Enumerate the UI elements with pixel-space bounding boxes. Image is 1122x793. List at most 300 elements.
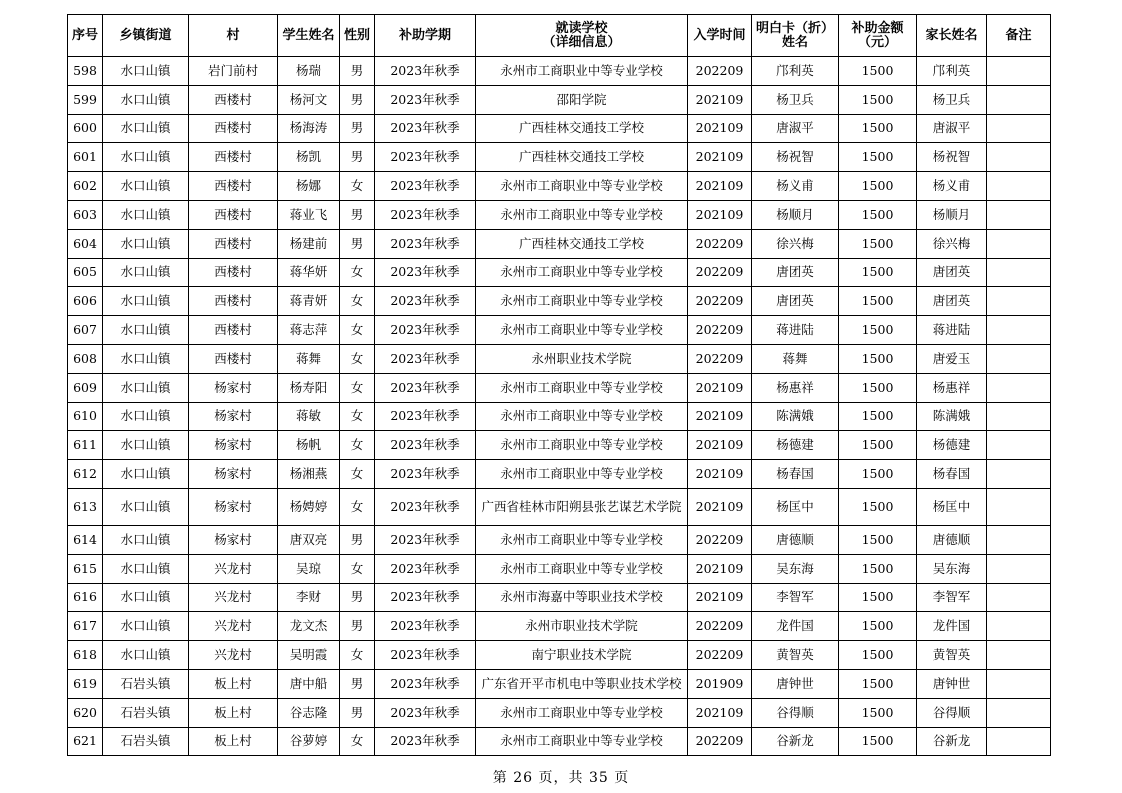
table-cell: 杨家村 xyxy=(189,488,278,525)
table-cell: 杨家村 xyxy=(189,460,278,489)
table-cell: 616 xyxy=(68,583,103,612)
table-cell xyxy=(987,258,1051,287)
table-cell xyxy=(987,57,1051,86)
table-cell: 水口山镇 xyxy=(103,488,189,525)
column-header: 村 xyxy=(189,15,278,57)
table-cell: 202109 xyxy=(688,431,752,460)
table-cell: 1500 xyxy=(839,698,917,727)
table-cell: 1500 xyxy=(839,57,917,86)
table-cell: 605 xyxy=(68,258,103,287)
table-cell: 兴龙村 xyxy=(189,641,278,670)
table-cell: 2023年秋季 xyxy=(375,727,476,756)
table-cell: 杨海涛 xyxy=(278,114,340,143)
table-cell: 202109 xyxy=(688,85,752,114)
table-cell: 1500 xyxy=(839,583,917,612)
table-cell: 陈满娥 xyxy=(917,402,987,431)
table-cell: 蒋敏 xyxy=(278,402,340,431)
table-cell: 杨祝智 xyxy=(917,143,987,172)
table-cell: 唐团英 xyxy=(752,258,839,287)
table-cell: 杨德建 xyxy=(917,431,987,460)
table-cell: 唐爱玉 xyxy=(917,344,987,373)
table-cell: 女 xyxy=(340,316,375,345)
table-cell: 唐淑平 xyxy=(752,114,839,143)
table-cell: 202109 xyxy=(688,488,752,525)
table-cell: 2023年秋季 xyxy=(375,287,476,316)
table-cell: 杨义甫 xyxy=(917,172,987,201)
table-cell: 601 xyxy=(68,143,103,172)
table-cell: 598 xyxy=(68,57,103,86)
subsidy-table xyxy=(67,14,1051,756)
table-cell: 2023年秋季 xyxy=(375,143,476,172)
table-cell: 黄智英 xyxy=(917,641,987,670)
table-cell: 617 xyxy=(68,612,103,641)
table-cell: 水口山镇 xyxy=(103,641,189,670)
table-cell: 谷萝婷 xyxy=(278,727,340,756)
table-cell: 杨建前 xyxy=(278,229,340,258)
table-cell: 606 xyxy=(68,287,103,316)
table-cell: 水口山镇 xyxy=(103,143,189,172)
table-cell: 202209 xyxy=(688,641,752,670)
table-cell: 兴龙村 xyxy=(189,612,278,641)
table-cell: 水口山镇 xyxy=(103,287,189,316)
table-cell: 杨帆 xyxy=(278,431,340,460)
table-cell: 1500 xyxy=(839,114,917,143)
table-cell: 永州市工商职业中等专业学校 xyxy=(476,258,688,287)
table-cell: 女 xyxy=(340,460,375,489)
table-cell: 杨匡中 xyxy=(917,488,987,525)
table-row xyxy=(68,172,1051,201)
table-cell: 广西桂林交通技工学校 xyxy=(476,143,688,172)
table-cell: 男 xyxy=(340,698,375,727)
table-cell: 杨顺月 xyxy=(752,200,839,229)
table-cell: 西楼村 xyxy=(189,85,278,114)
table-cell: 唐淑平 xyxy=(917,114,987,143)
table-cell: 水口山镇 xyxy=(103,583,189,612)
table-cell xyxy=(987,287,1051,316)
table-cell: 女 xyxy=(340,344,375,373)
table-cell: 杨娜 xyxy=(278,172,340,201)
table-cell: 杨卫兵 xyxy=(917,85,987,114)
table-cell: 水口山镇 xyxy=(103,229,189,258)
table-cell: 611 xyxy=(68,431,103,460)
table-cell: 谷新龙 xyxy=(752,727,839,756)
table-cell: 水口山镇 xyxy=(103,402,189,431)
table-cell: 永州市工商职业中等专业学校 xyxy=(476,172,688,201)
table-cell: 水口山镇 xyxy=(103,344,189,373)
table-row xyxy=(68,316,1051,345)
table-body xyxy=(68,57,1051,756)
table-row xyxy=(68,402,1051,431)
table-cell: 西楼村 xyxy=(189,344,278,373)
table-cell: 谷得顺 xyxy=(917,698,987,727)
table-cell: 杨卫兵 xyxy=(752,85,839,114)
table-cell: 2023年秋季 xyxy=(375,316,476,345)
table-header-row xyxy=(68,15,1051,57)
table-cell: 永州市工商职业中等专业学校 xyxy=(476,287,688,316)
table-cell xyxy=(987,143,1051,172)
table-cell: 男 xyxy=(340,143,375,172)
table-cell: 徐兴梅 xyxy=(917,229,987,258)
table-cell: 女 xyxy=(340,431,375,460)
table-cell: 1500 xyxy=(839,258,917,287)
table-cell: 杨凯 xyxy=(278,143,340,172)
table-cell: 邝利英 xyxy=(917,57,987,86)
table-cell: 蒋志萍 xyxy=(278,316,340,345)
table-cell: 黄智英 xyxy=(752,641,839,670)
table-cell: 永州市职业技术学院 xyxy=(476,612,688,641)
table-cell: 202209 xyxy=(688,287,752,316)
table-cell xyxy=(987,727,1051,756)
column-header: 性别 xyxy=(340,15,375,57)
table-cell: 女 xyxy=(340,402,375,431)
table-cell: 202109 xyxy=(688,402,752,431)
table-cell: 202209 xyxy=(688,258,752,287)
table-cell: 兴龙村 xyxy=(189,554,278,583)
table-cell: 621 xyxy=(68,727,103,756)
table-cell: 永州市工商职业中等专业学校 xyxy=(476,460,688,489)
table-cell: 龙文杰 xyxy=(278,612,340,641)
table-cell: 612 xyxy=(68,460,103,489)
table-cell: 唐团英 xyxy=(917,258,987,287)
table-cell: 604 xyxy=(68,229,103,258)
cell-text: 广东省开平市机电中等职业技术学校 xyxy=(481,676,682,691)
table-cell: 板上村 xyxy=(189,669,278,698)
table-cell xyxy=(987,114,1051,143)
table-cell: 男 xyxy=(340,669,375,698)
table-cell: 水口山镇 xyxy=(103,85,189,114)
table-cell: 202209 xyxy=(688,316,752,345)
table-cell: 杨春国 xyxy=(752,460,839,489)
table-cell: 唐双亮 xyxy=(278,525,340,554)
table-cell: 杨家村 xyxy=(189,525,278,554)
table-cell: 永州市工商职业中等专业学校 xyxy=(476,316,688,345)
table-cell: 202109 xyxy=(688,172,752,201)
table-cell: 202109 xyxy=(688,373,752,402)
table-cell xyxy=(987,431,1051,460)
table-cell: 龙件国 xyxy=(917,612,987,641)
table-cell: 602 xyxy=(68,172,103,201)
table-cell: 2023年秋季 xyxy=(375,612,476,641)
table-cell: 女 xyxy=(340,373,375,402)
table-cell: 杨家村 xyxy=(189,373,278,402)
table-cell: 唐钟世 xyxy=(917,669,987,698)
table-cell: 男 xyxy=(340,612,375,641)
table-cell xyxy=(987,698,1051,727)
table-cell: 西楼村 xyxy=(189,316,278,345)
table-cell: 男 xyxy=(340,57,375,86)
table-cell: 2023年秋季 xyxy=(375,229,476,258)
table-cell: 蒋舞 xyxy=(278,344,340,373)
table-cell xyxy=(987,612,1051,641)
table-cell: 石岩头镇 xyxy=(103,698,189,727)
table-cell: 水口山镇 xyxy=(103,316,189,345)
table-row xyxy=(68,229,1051,258)
table-cell: 2023年秋季 xyxy=(375,114,476,143)
table-cell: 610 xyxy=(68,402,103,431)
table-cell: 永州市工商职业中等专业学校 xyxy=(476,727,688,756)
table-cell: 杨德建 xyxy=(752,431,839,460)
table-cell: 2023年秋季 xyxy=(375,525,476,554)
table-cell: 202109 xyxy=(688,200,752,229)
table-cell: 615 xyxy=(68,554,103,583)
table-cell: 女 xyxy=(340,172,375,201)
table-cell xyxy=(987,554,1051,583)
table-cell: 永州市工商职业中等专业学校 xyxy=(476,373,688,402)
table-cell: 女 xyxy=(340,287,375,316)
table-cell: 杨娉婷 xyxy=(278,488,340,525)
table-cell: 202209 xyxy=(688,57,752,86)
table-cell: 202109 xyxy=(688,143,752,172)
column-header: 入学时间 xyxy=(688,15,752,57)
table-cell: 1500 xyxy=(839,143,917,172)
table-cell: 谷得顺 xyxy=(752,698,839,727)
table-cell: 唐中船 xyxy=(278,669,340,698)
table-cell: 吴琼 xyxy=(278,554,340,583)
table-cell xyxy=(987,583,1051,612)
column-header: 序号 xyxy=(68,15,103,57)
table-cell: 603 xyxy=(68,200,103,229)
table-cell: 202209 xyxy=(688,612,752,641)
table-cell: 水口山镇 xyxy=(103,460,189,489)
table-cell: 李财 xyxy=(278,583,340,612)
table-cell xyxy=(987,316,1051,345)
table-cell: 杨春国 xyxy=(917,460,987,489)
table-cell: 2023年秋季 xyxy=(375,85,476,114)
table-cell: 西楼村 xyxy=(189,143,278,172)
table-cell: 杨匡中 xyxy=(752,488,839,525)
table-row xyxy=(68,200,1051,229)
table-cell: 609 xyxy=(68,373,103,402)
table-row xyxy=(68,698,1051,727)
table-cell: 1500 xyxy=(839,172,917,201)
column-header: 备注 xyxy=(987,15,1051,57)
table-cell: 唐德顺 xyxy=(917,525,987,554)
table-cell: 2023年秋季 xyxy=(375,258,476,287)
table-cell: 1500 xyxy=(839,316,917,345)
table-cell: 2023年秋季 xyxy=(375,57,476,86)
table-cell: 杨河文 xyxy=(278,85,340,114)
table-cell xyxy=(987,172,1051,201)
table-cell: 水口山镇 xyxy=(103,172,189,201)
table-cell: 永州市工商职业中等专业学校 xyxy=(476,698,688,727)
table-cell: 杨湘燕 xyxy=(278,460,340,489)
table-cell: 谷新龙 xyxy=(917,727,987,756)
table-row xyxy=(68,431,1051,460)
table-cell: 1500 xyxy=(839,612,917,641)
table-row xyxy=(68,114,1051,143)
table-cell xyxy=(987,229,1051,258)
table-cell: 永州市工商职业中等专业学校 xyxy=(476,57,688,86)
table-cell: 蒋华妍 xyxy=(278,258,340,287)
table-cell: 600 xyxy=(68,114,103,143)
table-cell: 男 xyxy=(340,114,375,143)
table-cell: 201909 xyxy=(688,669,752,698)
table-cell: 唐钟世 xyxy=(752,669,839,698)
table-cell: 吴明霞 xyxy=(278,641,340,670)
column-header: 补助学期 xyxy=(375,15,476,57)
table-cell: 西楼村 xyxy=(189,287,278,316)
table-cell: 608 xyxy=(68,344,103,373)
table-cell: 蒋青妍 xyxy=(278,287,340,316)
table-cell: 女 xyxy=(340,641,375,670)
table-row xyxy=(68,641,1051,670)
table-cell: 龙件国 xyxy=(752,612,839,641)
table-cell: 202209 xyxy=(688,344,752,373)
table-cell: 水口山镇 xyxy=(103,258,189,287)
table-cell: 1500 xyxy=(839,727,917,756)
table-cell: 男 xyxy=(340,583,375,612)
table-row xyxy=(68,344,1051,373)
table-cell: 岩门前村 xyxy=(189,57,278,86)
table-cell: 邵阳学院 xyxy=(476,85,688,114)
table-cell: 男 xyxy=(340,229,375,258)
table-cell: 202109 xyxy=(688,698,752,727)
table-cell: 2023年秋季 xyxy=(375,431,476,460)
table-cell: 水口山镇 xyxy=(103,373,189,402)
table-cell: 1500 xyxy=(839,525,917,554)
table-cell: 1500 xyxy=(839,200,917,229)
table-row xyxy=(68,583,1051,612)
table-cell: 2023年秋季 xyxy=(375,698,476,727)
table-row xyxy=(68,287,1051,316)
table-cell: 永州市工商职业中等专业学校 xyxy=(476,525,688,554)
table-cell: 202109 xyxy=(688,554,752,583)
table-cell: 邝利英 xyxy=(752,57,839,86)
table-cell: 607 xyxy=(68,316,103,345)
table-cell: 杨瑞 xyxy=(278,57,340,86)
table-cell: 兴龙村 xyxy=(189,583,278,612)
table-cell: 1500 xyxy=(839,641,917,670)
column-header: 乡镇街道 xyxy=(103,15,189,57)
table-cell: 西楼村 xyxy=(189,200,278,229)
table-cell xyxy=(987,525,1051,554)
table-cell: 水口山镇 xyxy=(103,525,189,554)
table-cell: 2023年秋季 xyxy=(375,172,476,201)
column-header: 家长姓名 xyxy=(917,15,987,57)
table-cell: 男 xyxy=(340,525,375,554)
table-cell: 广西省桂林市阳朔县张艺谋艺术学院 xyxy=(476,488,688,525)
table-cell: 2023年秋季 xyxy=(375,373,476,402)
table-cell: 永州市工商职业中等专业学校 xyxy=(476,200,688,229)
table-cell: 杨顺月 xyxy=(917,200,987,229)
table-cell: 吴东海 xyxy=(752,554,839,583)
table-cell: 石岩头镇 xyxy=(103,669,189,698)
table-cell: 女 xyxy=(340,258,375,287)
table-row xyxy=(68,488,1051,525)
table-cell: 2023年秋季 xyxy=(375,344,476,373)
table-cell: 水口山镇 xyxy=(103,554,189,583)
table-cell: 西楼村 xyxy=(189,258,278,287)
table-cell: 杨义甫 xyxy=(752,172,839,201)
table-cell: 水口山镇 xyxy=(103,612,189,641)
column-header: 学生姓名 xyxy=(278,15,340,57)
table-cell: 南宁职业技术学院 xyxy=(476,641,688,670)
table-cell: 杨家村 xyxy=(189,402,278,431)
table-cell: 599 xyxy=(68,85,103,114)
table-cell: 永州职业技术学院 xyxy=(476,344,688,373)
table-cell: 202209 xyxy=(688,525,752,554)
table-row xyxy=(68,258,1051,287)
table-cell: 永州市海嘉中等职业技术学校 xyxy=(476,583,688,612)
page-footer: 第 26 页，共 35 页 xyxy=(492,770,630,786)
table-cell: 1500 xyxy=(839,229,917,258)
table-cell: 唐团英 xyxy=(917,287,987,316)
table-cell: 2023年秋季 xyxy=(375,488,476,525)
table-cell: 蒋舞 xyxy=(752,344,839,373)
table-cell: 202109 xyxy=(688,583,752,612)
table-cell: 202209 xyxy=(688,727,752,756)
table-row xyxy=(68,554,1051,583)
table-cell: 广西桂林交通技工学校 xyxy=(476,229,688,258)
table-cell: 1500 xyxy=(839,460,917,489)
column-header: 补助金额 （元） xyxy=(839,15,917,57)
table-cell: 蒋进陆 xyxy=(752,316,839,345)
table-cell: 613 xyxy=(68,488,103,525)
table-cell: 男 xyxy=(340,200,375,229)
table-cell: 1500 xyxy=(839,85,917,114)
table-cell: 2023年秋季 xyxy=(375,460,476,489)
table-cell: 杨家村 xyxy=(189,431,278,460)
table-cell: 女 xyxy=(340,488,375,525)
table-cell: 石岩头镇 xyxy=(103,727,189,756)
table-cell: 永州市工商职业中等专业学校 xyxy=(476,554,688,583)
table-cell: 杨惠祥 xyxy=(917,373,987,402)
table-cell: 唐德顺 xyxy=(752,525,839,554)
table-cell xyxy=(987,85,1051,114)
table-cell: 1500 xyxy=(839,344,917,373)
table-cell: 1500 xyxy=(839,669,917,698)
table-cell: 李智军 xyxy=(752,583,839,612)
table-cell: 吴东海 xyxy=(917,554,987,583)
table-row xyxy=(68,373,1051,402)
table-cell: 2023年秋季 xyxy=(375,641,476,670)
table-cell: 徐兴梅 xyxy=(752,229,839,258)
table-cell: 板上村 xyxy=(189,727,278,756)
table-row xyxy=(68,612,1051,641)
table-cell xyxy=(987,641,1051,670)
table-cell xyxy=(987,488,1051,525)
table-cell: 620 xyxy=(68,698,103,727)
table-cell: 女 xyxy=(340,554,375,583)
table-cell xyxy=(987,669,1051,698)
table-cell: 蒋业飞 xyxy=(278,200,340,229)
table-row xyxy=(68,525,1051,554)
table-cell: 西楼村 xyxy=(189,114,278,143)
table-cell xyxy=(476,669,688,698)
table-cell xyxy=(987,402,1051,431)
table-cell: 619 xyxy=(68,669,103,698)
table-cell: 男 xyxy=(340,85,375,114)
table-row xyxy=(68,143,1051,172)
table-cell: 2023年秋季 xyxy=(375,583,476,612)
table-cell: 1500 xyxy=(839,431,917,460)
table-cell: 板上村 xyxy=(189,698,278,727)
table-cell: 614 xyxy=(68,525,103,554)
table-cell: 2023年秋季 xyxy=(375,669,476,698)
table-cell: 蒋进陆 xyxy=(917,316,987,345)
table-cell: 618 xyxy=(68,641,103,670)
table-cell xyxy=(987,373,1051,402)
table-cell: 李智军 xyxy=(917,583,987,612)
column-header: 就读学校 （详细信息） xyxy=(476,15,688,57)
table-cell: 2023年秋季 xyxy=(375,402,476,431)
table-cell xyxy=(987,344,1051,373)
table-cell: 1500 xyxy=(839,554,917,583)
table-cell: 西楼村 xyxy=(189,172,278,201)
table-cell: 杨寿阳 xyxy=(278,373,340,402)
table-cell: 202209 xyxy=(688,229,752,258)
table-cell: 谷志隆 xyxy=(278,698,340,727)
